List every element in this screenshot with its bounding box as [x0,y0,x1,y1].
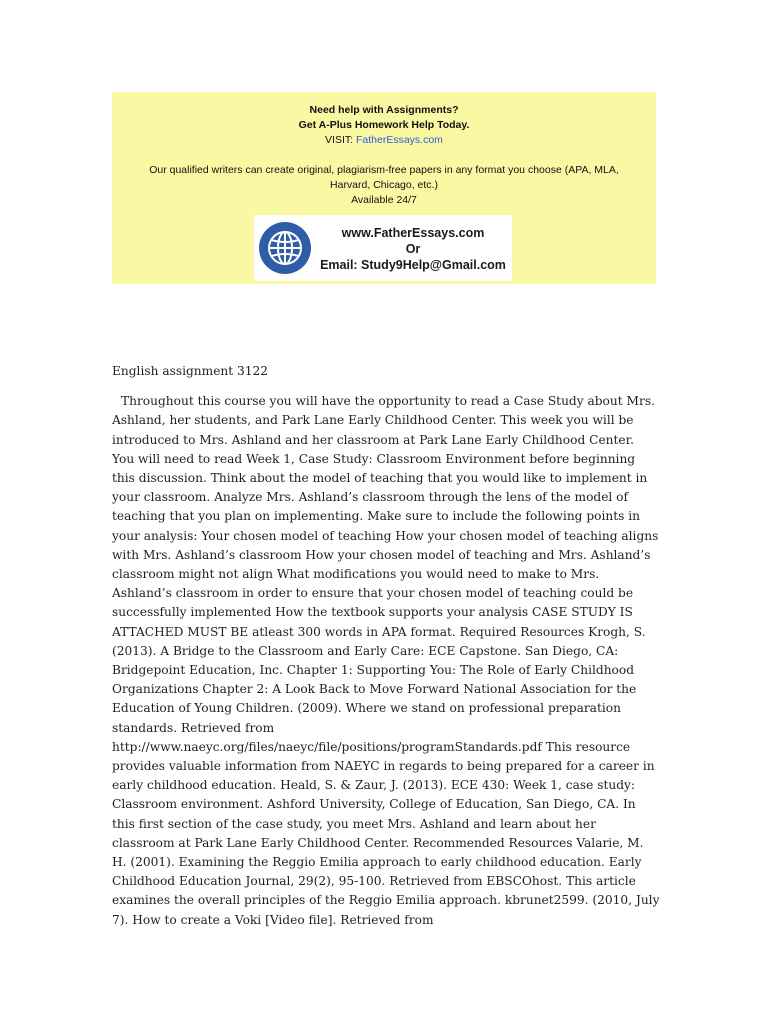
ad-visit-prefix: VISIT: [325,134,354,146]
ad-website[interactable]: www.FatherEssays.com [341,226,485,240]
globe-icon [258,221,312,275]
ad-spacer [112,148,656,163]
document-content [112,362,660,930]
ad-heading-line1: Need help with Assignments? [309,104,459,116]
ad-contact-text [318,225,508,273]
ad-description-line2: Harvard, Chicago, etc.) [330,179,438,191]
ad-availability: Available 24/7 [351,194,417,206]
document-body: Throughout this course you will have the opportunity to read a Case Study about Mrs. Ashland, her students, and Park Lane Early Childhood Center. This week you will be introduced to Mrs. Ashland and her classroom at Park Lane Early Childhood Center. You will need to read Week 1, Case Study: Classroom Environment before beginning this discussion. Think about the model of teaching that you would like to implement in your classroom. Analyze Mrs. Ashland’s classroom through the lens of the model of teaching that you plan on implementing. Make sure to include the following points in your analysis: Your chosen model of teaching How your chosen model of teaching aligns with Mrs. Ashland’s classroom How your chosen model of teaching and Mrs. Ashland’s classroom might not align What modifications you would need to make to Mrs. Ashland’s classroom in order to ensure that your chosen model of teaching could be successfully implemented How the textbook supports your analysis CASE STUDY IS ATTACHED MUST BE atleast 300 words in APA format. Required Resources Krogh, S. (2013). A Bridge to the Classroom and Early Care: ECE Capstone. San Diego, CA: Bridgepoint Education, Inc. Chapter 1: Supporting You: The Role of Early Childhood Organizations Chapter 2: A Look Back to Move Forward National Association for the Education of Young Children. (2009). Where we stand on professional preparation standards. Retrieved from http://www.naeyc.org/files/naeyc/file/positions/programStandards.pdf This resource provides valuable information from NAEYC in regards to being prepared for a career in early childhood education. Heald, S. & Zaur, J. (2013). ECE 430: Week 1, case study: Classroom environment. Ashford University, College of Education, San Diego, CA. In this first section of the case study, you meet Mrs. Ashland and learn about her classroom at Park Lane Early Childhood Center. Recommended Resources Valarie, M. H. (2001). Examining the Reggio Emilia approach to early childhood education. Early Childhood Education Journal, 29(2), 95-100. Retrieved from EBSCOhost. This article examines the overall principles of the Reggio Emilia approach. kbrunet2599. (2010, July 7). How to create a Voki [Video file]. Retrieved from [112,394,660,927]
ad-banner[interactable] [112,92,656,284]
ad-banner-text [112,103,656,208]
ad-logo-card[interactable] [254,215,512,281]
ad-separator: Or [405,242,421,256]
ad-email[interactable]: Email: Study9Help@Gmail.com [320,258,506,272]
ad-heading-line2: Get A-Plus Homework Help Today. [298,119,470,131]
ad-visit-line [112,133,656,148]
document-title: English assignment 3122 [112,364,269,378]
ad-visit-link[interactable]: FatherEssays.com [355,134,443,146]
ad-description-line1: Our qualified writers can create original, plagiarism-free papers in any format you choose (APA, MLA, [149,164,619,176]
